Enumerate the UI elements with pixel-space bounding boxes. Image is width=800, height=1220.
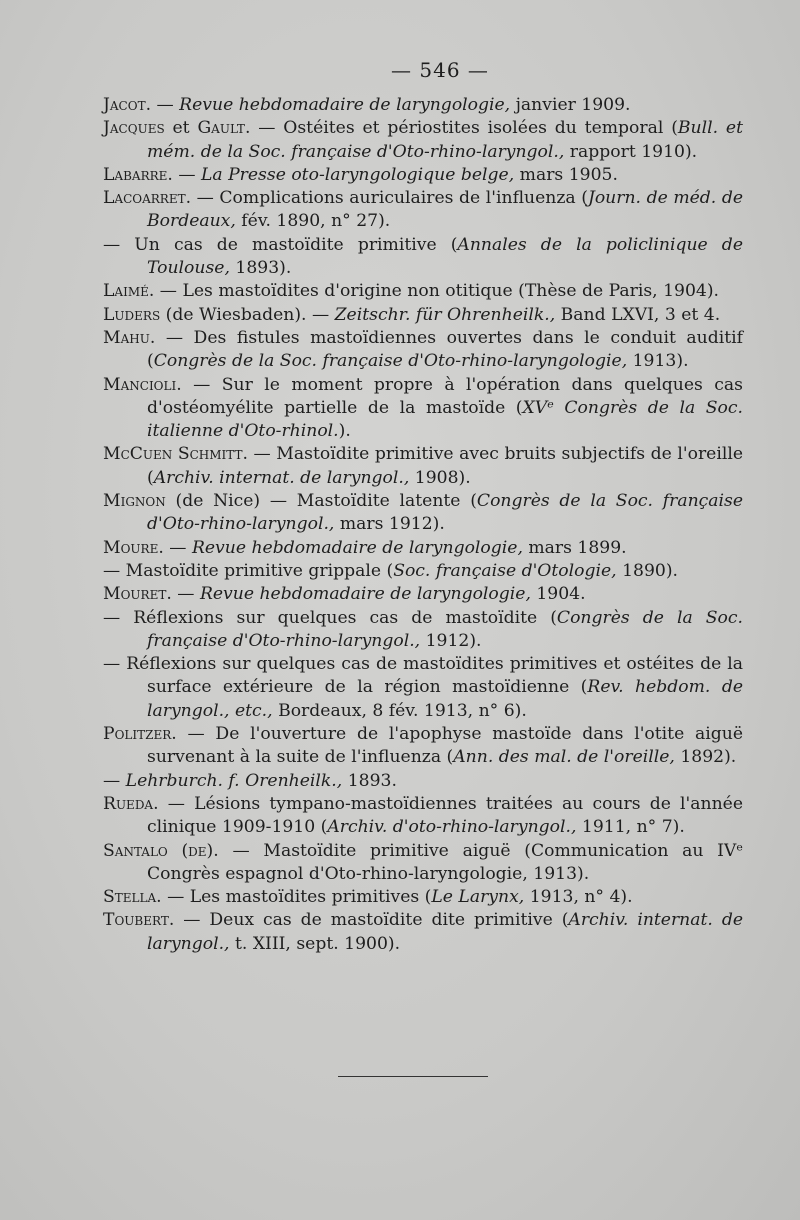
entry-source-title: Rev. hebdom. de laryngol., etc., <box>147 677 743 721</box>
entry-author: Toubert. <box>103 910 175 931</box>
bibliography-entry <box>103 490 743 537</box>
entry-author: Mignon <box>103 491 166 512</box>
entry-source-title: Revue hebdomadaire de laryngologie, <box>199 584 531 605</box>
entry-source-title: Journ. de méd. de Bordeaux, <box>147 188 743 232</box>
entry-text: — <box>103 770 126 791</box>
entry-coauthor: Gault. <box>197 118 251 139</box>
entry-text: 1893. <box>342 770 397 791</box>
entry-text: — De l'ouverture de l'apophyse mastoïde dans l'otite aiguë survenant à la suite de l'influenza ( <box>147 724 743 768</box>
entry-source-title: Ann. des mal. de l'oreille, <box>453 747 675 768</box>
entry-text: — <box>171 584 200 605</box>
bibliography-entry <box>103 94 743 117</box>
bibliography-entry <box>103 443 743 490</box>
entry-text: — Complications auriculaires de l'influenza ( <box>191 188 588 209</box>
entry-text: mars 1899. <box>522 537 627 558</box>
bibliography-entry <box>103 234 743 281</box>
bibliography-entry <box>103 280 743 303</box>
entry-text: — Ostéites et périostites isolées du temporal ( <box>250 118 678 139</box>
entry-text: mars 1905. <box>514 164 618 185</box>
entry-text: et <box>164 118 198 139</box>
end-rule <box>338 1076 488 1077</box>
entry-text: — Lésions tympano-mastoïdiennes traitées au cours de l'année clinique 1909-1910 ( <box>147 793 743 838</box>
entry-text: janvier 1909. <box>510 95 631 115</box>
entry-text: 1913, n° 4). <box>524 887 633 908</box>
entry-author: Santalo (de). <box>103 840 219 861</box>
entry-source-title: Archiv. d'oto-rhino-laryngol., <box>327 817 577 838</box>
page-number: — 546 — <box>391 58 489 82</box>
entry-author: Politzer. <box>103 724 177 745</box>
bibliography-entry <box>103 886 743 909</box>
entry-source-title: Congrès de la Soc. française d'Oto-rhino-laryngologie, <box>153 351 628 372</box>
bibliography-entry <box>103 840 743 887</box>
entry-text: — <box>172 164 201 185</box>
bibliography-entry <box>103 560 743 583</box>
entry-text: 1904. <box>530 584 586 605</box>
entry-source-title: Lehrburch. f. Orenheilk., <box>125 770 343 791</box>
entry-text: 1908). <box>409 467 471 488</box>
entry-author: Rueda. <box>103 793 159 814</box>
entry-author: Luders <box>103 304 161 325</box>
bibliography-entry <box>103 653 743 723</box>
entry-text: — <box>151 95 180 115</box>
entry-author: Mouret. <box>103 584 172 605</box>
entry-author: Jacot. <box>103 95 152 115</box>
entry-source-title: Bull. et mém. de la Soc. française d'Oto-rhino-laryngol., <box>147 118 743 162</box>
entry-text: fév. 1890, n° 27). <box>235 211 391 232</box>
bibliography-entry <box>103 374 743 444</box>
entry-text: rapport 1910). <box>564 141 698 162</box>
entry-text: t. XIII, sept. 1900). <box>229 933 401 954</box>
entry-author: Mancioli. <box>103 374 182 395</box>
entry-source-title: Le Larynx, <box>431 887 525 908</box>
entry-author: Moure. <box>103 537 164 558</box>
entry-source-title: Revue hebdomadaire de laryngologie, <box>179 95 511 115</box>
entry-text: — Des fistules mastoïdiennes ouvertes dans le conduit auditif ( <box>147 327 743 372</box>
entry-text: (de Nice) — Mastoïdite latente ( <box>165 491 477 512</box>
entry-author: Labarre. <box>103 164 173 185</box>
entry-source-title: Revue hebdomadaire de laryngologie, <box>191 537 523 558</box>
entry-text: Band LXVI, 3 et 4. <box>555 304 721 325</box>
entry-text: — Mastoïdite primitive avec bruits subjectifs de l'oreille ( <box>147 444 743 488</box>
bibliography-entry <box>103 304 743 327</box>
entry-source-title: Soc. française d'Otologie, <box>393 560 617 581</box>
entry-text: 1912). <box>420 630 482 651</box>
entry-source-title: Annales de la policlinique de Toulouse, <box>147 234 743 279</box>
entry-text: (de Wiesbaden). — <box>160 304 335 325</box>
entry-author: Lacoarret. <box>103 188 192 209</box>
entry-source-title: XVᵉ Congrès de la Soc. italienne d'Oto-rhinol. <box>147 397 743 442</box>
entry-source-title: Congrès de la Soc. française d'Oto-rhino-laryngol., <box>147 607 743 651</box>
entry-author: McCuen Schmitt. <box>103 444 248 465</box>
bibliography-list <box>103 94 743 956</box>
entry-source-title: Archiv. internat. de laryngol., <box>153 467 410 488</box>
entry-text: 1892). <box>674 747 737 768</box>
entry-source-title: Zeitschr. für Ohrenheilk., <box>334 304 556 325</box>
bibliography-entry <box>103 770 743 793</box>
entry-author: Laimé. <box>103 281 155 302</box>
bibliography-entry <box>103 327 743 374</box>
entry-text: mars 1912). <box>334 514 445 535</box>
entry-text: — Un cas de mastoïdite primitive ( <box>103 234 458 255</box>
entry-text: — Réflexions sur quelques cas de mastoïdite ( <box>103 607 557 628</box>
entry-text: 1890). <box>616 560 679 581</box>
entry-text: ). <box>338 421 351 442</box>
entry-author: Jacques <box>103 118 165 139</box>
entry-text: — <box>163 537 192 558</box>
entry-text: 1911, n° 7). <box>576 817 685 838</box>
bibliography-entry <box>103 583 743 606</box>
entry-source-title: La Presse oto-laryngologique belge, <box>200 164 515 185</box>
entry-author: Mahu. <box>103 327 156 348</box>
entry-source-title: Archiv. internat. de laryngol., <box>147 910 743 954</box>
bibliography-entry <box>103 537 743 560</box>
entry-text: — Deux cas de mastoïdite dite primitive ( <box>174 910 569 931</box>
bibliography-entry <box>103 117 743 164</box>
bibliography-entry <box>103 793 743 840</box>
entry-text: — Les mastoïdites d'origine non otitique (Thèse de Paris, 1904). <box>154 281 720 302</box>
entry-text: — Les mastoïdites primitives ( <box>161 887 432 908</box>
entry-text: — Mastoïdite primitive aiguë (Communication au IVᵉ Congrès espagnol d'Oto-rhino-laryngologie, 1913). <box>147 840 743 884</box>
entry-text: Bordeaux, 8 fév. 1913, n° 6). <box>272 700 527 721</box>
entry-source-title: Congrès de la Soc. française d'Oto-rhino-laryngol., <box>147 491 743 535</box>
bibliography-entry <box>103 909 743 956</box>
entry-text: — Mastoïdite primitive grippale ( <box>103 560 394 581</box>
bibliography-entry <box>103 187 743 234</box>
bibliography-entry <box>103 723 743 770</box>
entry-text: 1893). <box>229 258 292 279</box>
bibliography-entry <box>103 607 743 654</box>
entry-text: — Sur le moment propre à l'opération dans quelques cas d'ostéomyélite partielle de la mastoïde ( <box>147 374 743 418</box>
bibliography-entry <box>103 164 743 187</box>
entry-text: — Réflexions sur quelques cas de mastoïdites primitives et ostéites de la surface extérieure de la région mastoïdienne ( <box>103 654 743 698</box>
entry-text: 1913). <box>627 351 689 372</box>
entry-author: Stella. <box>103 887 162 908</box>
